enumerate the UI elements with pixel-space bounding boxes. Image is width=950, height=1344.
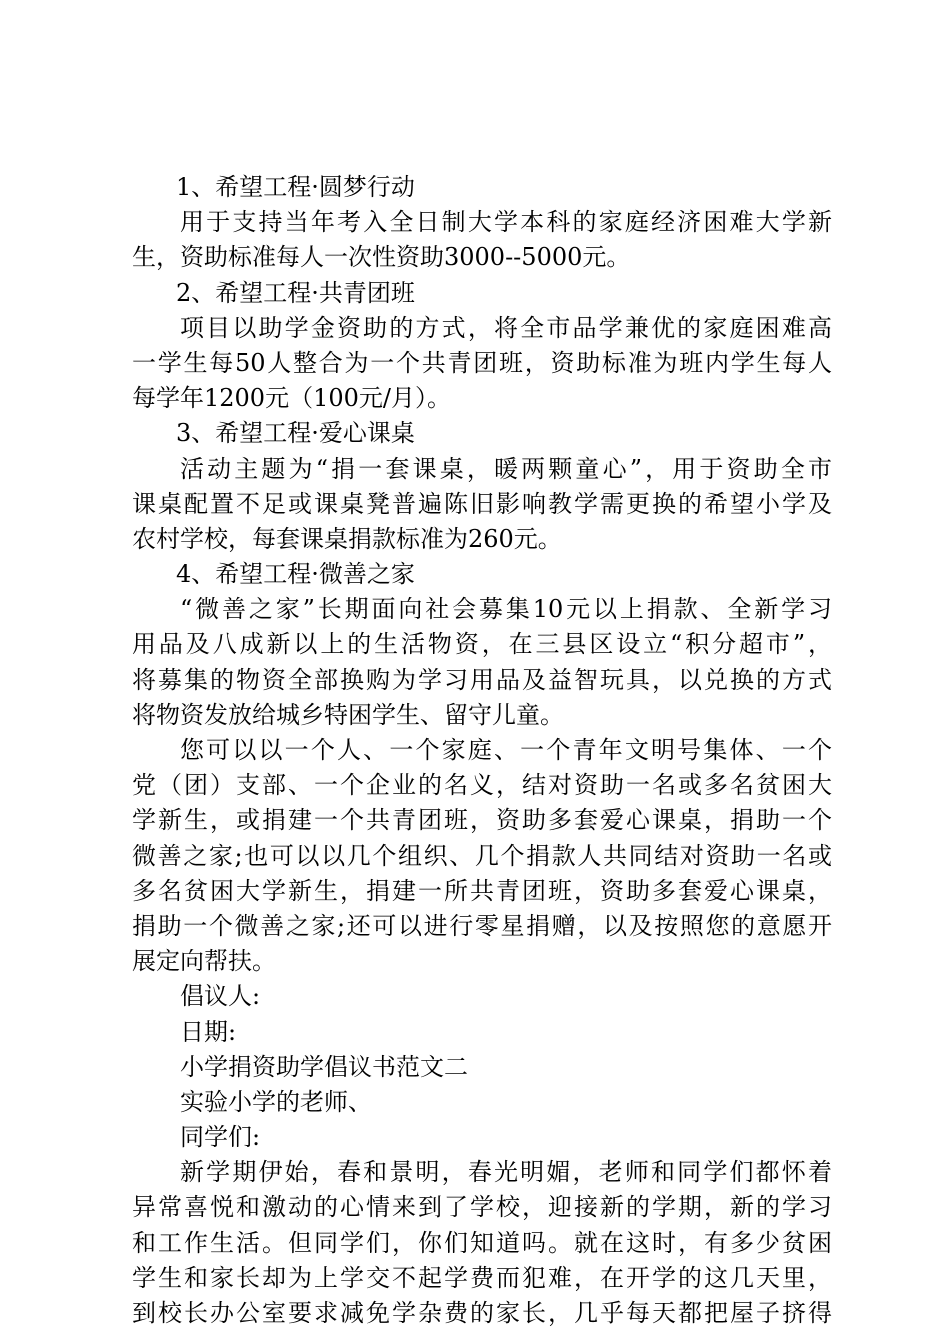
paragraph-line: 您可以以一个人、一个家庭、一个青年文明号集体、一个 bbox=[180, 736, 832, 764]
paragraph-line: 学新生，或捐建一个共青团班，资助多套爱心课桌，捐助一个 bbox=[132, 806, 832, 835]
paragraph-line: 每学年1200元（100元/月）。 bbox=[132, 384, 451, 413]
paragraph-line: 生，资助标准每人一次性资助3000--5000元。 bbox=[132, 243, 631, 272]
paragraph-line: 展定向帮扶。 bbox=[132, 947, 276, 976]
second-title: 小学捐资助学倡议书范文二 bbox=[180, 1052, 468, 1081]
paragraph-line: 新学期伊始，春和景明，春光明媚，老师和同学们都怀着 bbox=[180, 1158, 832, 1187]
paragraph-line: 一学生每50人整合为一个共青团班，资助标准为班内学生每人 bbox=[132, 348, 832, 377]
paragraph-line: “微善之家”长期面向社会募集10元以上捐款、全新学习 bbox=[180, 595, 832, 624]
paragraph-line: 异常喜悦和激动的心情来到了学校，迎接新的学期，新的学习 bbox=[132, 1193, 832, 1222]
paragraph-line: 多名贫困大学新生，捐建一所共青团班，资助多套爱心课桌， bbox=[132, 876, 832, 905]
paragraph-line: 捐助一个微善之家;还可以进行零星捐赠，以及按照您的意愿开 bbox=[132, 911, 832, 940]
paragraph-line: 课桌配置不足或课桌凳普遍陈旧影响教学需更换的希望小学及 bbox=[132, 489, 832, 518]
paragraph-line: 微善之家;也可以以几个组织、几个捐款人共同结对资助一名或 bbox=[132, 841, 832, 870]
section-heading-3: 3、希望工程·爱心课桌 bbox=[176, 419, 415, 448]
salutation-line-2: 同学们: bbox=[180, 1123, 261, 1152]
paragraph-line: 将物资发放给城乡特困学生、留守儿童。 bbox=[132, 700, 564, 729]
paragraph-line: 党（团）支部、一个企业的名义，结对资助一名或多名贫困大 bbox=[132, 771, 832, 800]
salutation-line-1: 实验小学的老师、 bbox=[180, 1087, 372, 1116]
document-body bbox=[132, 170, 832, 1331]
section-heading-1: 1、希望工程·圆梦行动 bbox=[176, 173, 415, 201]
paragraph-line: 用于支持当年考入全日制大学本科的家庭经济困难大学新 bbox=[180, 208, 832, 237]
paragraph-line: 将募集的物资全部换购为学习用品及益智玩具，以兑换的方式 bbox=[132, 665, 832, 694]
paragraph-line: 到校长办公室要求减免学杂费的家长，几乎每天都把屋子挤得 bbox=[132, 1299, 832, 1327]
paragraph-line: 农村学校，每套课桌捐款标准为260元。 bbox=[132, 524, 562, 553]
date-label: 日期: bbox=[180, 1017, 237, 1046]
section-heading-4: 4、希望工程·微善之家 bbox=[176, 560, 415, 589]
paragraph-line: 用品及八成新以上的生活物资，在三县区设立“积分超市”， bbox=[132, 630, 832, 659]
paragraph-line: 活动主题为“捐一套课桌，暖两颗童心”，用于资助全市 bbox=[180, 454, 832, 483]
paragraph-line: 学生和家长却为上学交不起学费而犯难，在开学的这几天里， bbox=[132, 1263, 832, 1292]
section-heading-2: 2、希望工程·共青团班 bbox=[176, 278, 415, 307]
paragraph-line: 和工作生活。但同学们，你们知道吗。就在这时，有多少贫困 bbox=[132, 1228, 832, 1257]
proposer-label: 倡议人: bbox=[180, 982, 261, 1011]
paragraph-line: 项目以助学金资助的方式，将全市品学兼优的家庭困难高 bbox=[180, 313, 832, 342]
